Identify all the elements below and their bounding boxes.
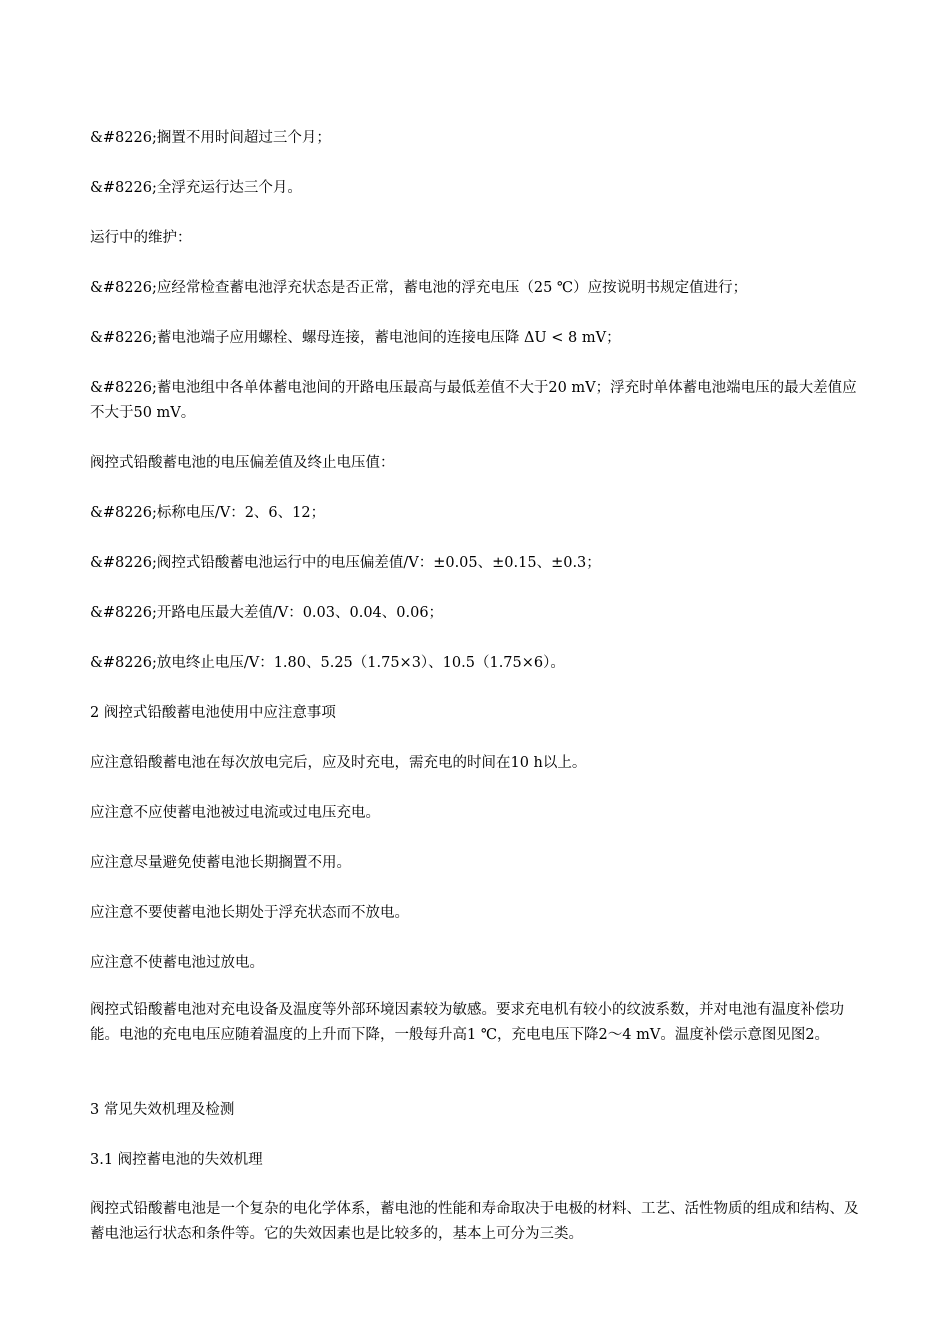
bullet-open-circuit-difference: &#8226;蓄电池组中各单体蓄电池间的开路电压最高与最低差值不大于20 mV；浮充时单体蓄电池端电压的最大差值应不大于50 mV。 (90, 380, 857, 421)
bullet-operating-deviation: &#8226;阀控式铅酸蓄电池运行中的电压偏差值/V：±0.05、±0.15、±0.3； (90, 555, 601, 571)
note-storage: 应注意尽量避免使蓄电池长期搁置不用。 (90, 855, 351, 871)
bullet-float-charge: &#8226;全浮充运行达三个月。 (90, 180, 302, 196)
bullet-nominal-voltage: &#8226;标称电压/V：2、6、12； (90, 505, 326, 521)
section-2-heading: 2 阀控式铅酸蓄电池使用中应注意事项 (90, 705, 336, 721)
maintenance-heading: 运行中的维护： (90, 230, 192, 246)
section-3-1-heading: 3.1 阀控蓄电池的失效机理 (90, 1152, 263, 1168)
failure-mechanism-paragraph: 阀控式铅酸蓄电池是一个复杂的电化学体系，蓄电池的性能和寿命取决于电极的材料、工艺、活性物质的组成和结构、及蓄电池运行状态和条件等。它的失效因素也是比较多的，基本上可分为三类。 (90, 1201, 859, 1242)
voltage-deviation-heading: 阀控式铅酸蓄电池的电压偏差值及终止电压值： (90, 455, 395, 471)
bullet-terminal-connection: &#8226;蓄电池端子应用螺栓、螺母连接，蓄电池间的连接电压降 ΔU < 8 mV； (90, 330, 621, 346)
note-overdischarge: 应注意不使蓄电池过放电。 (90, 955, 264, 971)
note-recharge: 应注意铅酸蓄电池在每次放电完后，应及时充电，需充电的时间在10 h以上。 (90, 755, 587, 771)
note-float-state: 应注意不要使蓄电池长期处于浮充状态而不放电。 (90, 905, 409, 921)
bullet-idle-storage: &#8226;搁置不用时间超过三个月； (90, 130, 331, 146)
note-overcharge: 应注意不应使蓄电池被过电流或过电压充电。 (90, 805, 380, 821)
section-3-heading: 3 常见失效机理及检测 (90, 1102, 235, 1118)
bullet-open-circuit-max: &#8226;开路电压最大差值/V：0.03、0.04、0.06； (90, 605, 444, 621)
temperature-sensitivity-paragraph: 阀控式铅酸蓄电池对充电设备及温度等外部环境因素较为敏感。要求充电机有较小的纹波系数，并对电池有温度补偿功能。电池的充电电压应随着温度的上升而下降，一般每升高1 ℃，充电电压下降2～4 mV。温度补偿示意图见图2。 (90, 1002, 844, 1043)
bullet-float-voltage-check: &#8226;应经常检查蓄电池浮充状态是否正常，蓄电池的浮充电压（25 ℃）应按说明书规定值进行； (90, 280, 748, 296)
bullet-discharge-end-voltage: &#8226;放电终止电压/V：1.80、5.25（1.75×3）、10.5（1.75×6）。 (90, 655, 565, 671)
